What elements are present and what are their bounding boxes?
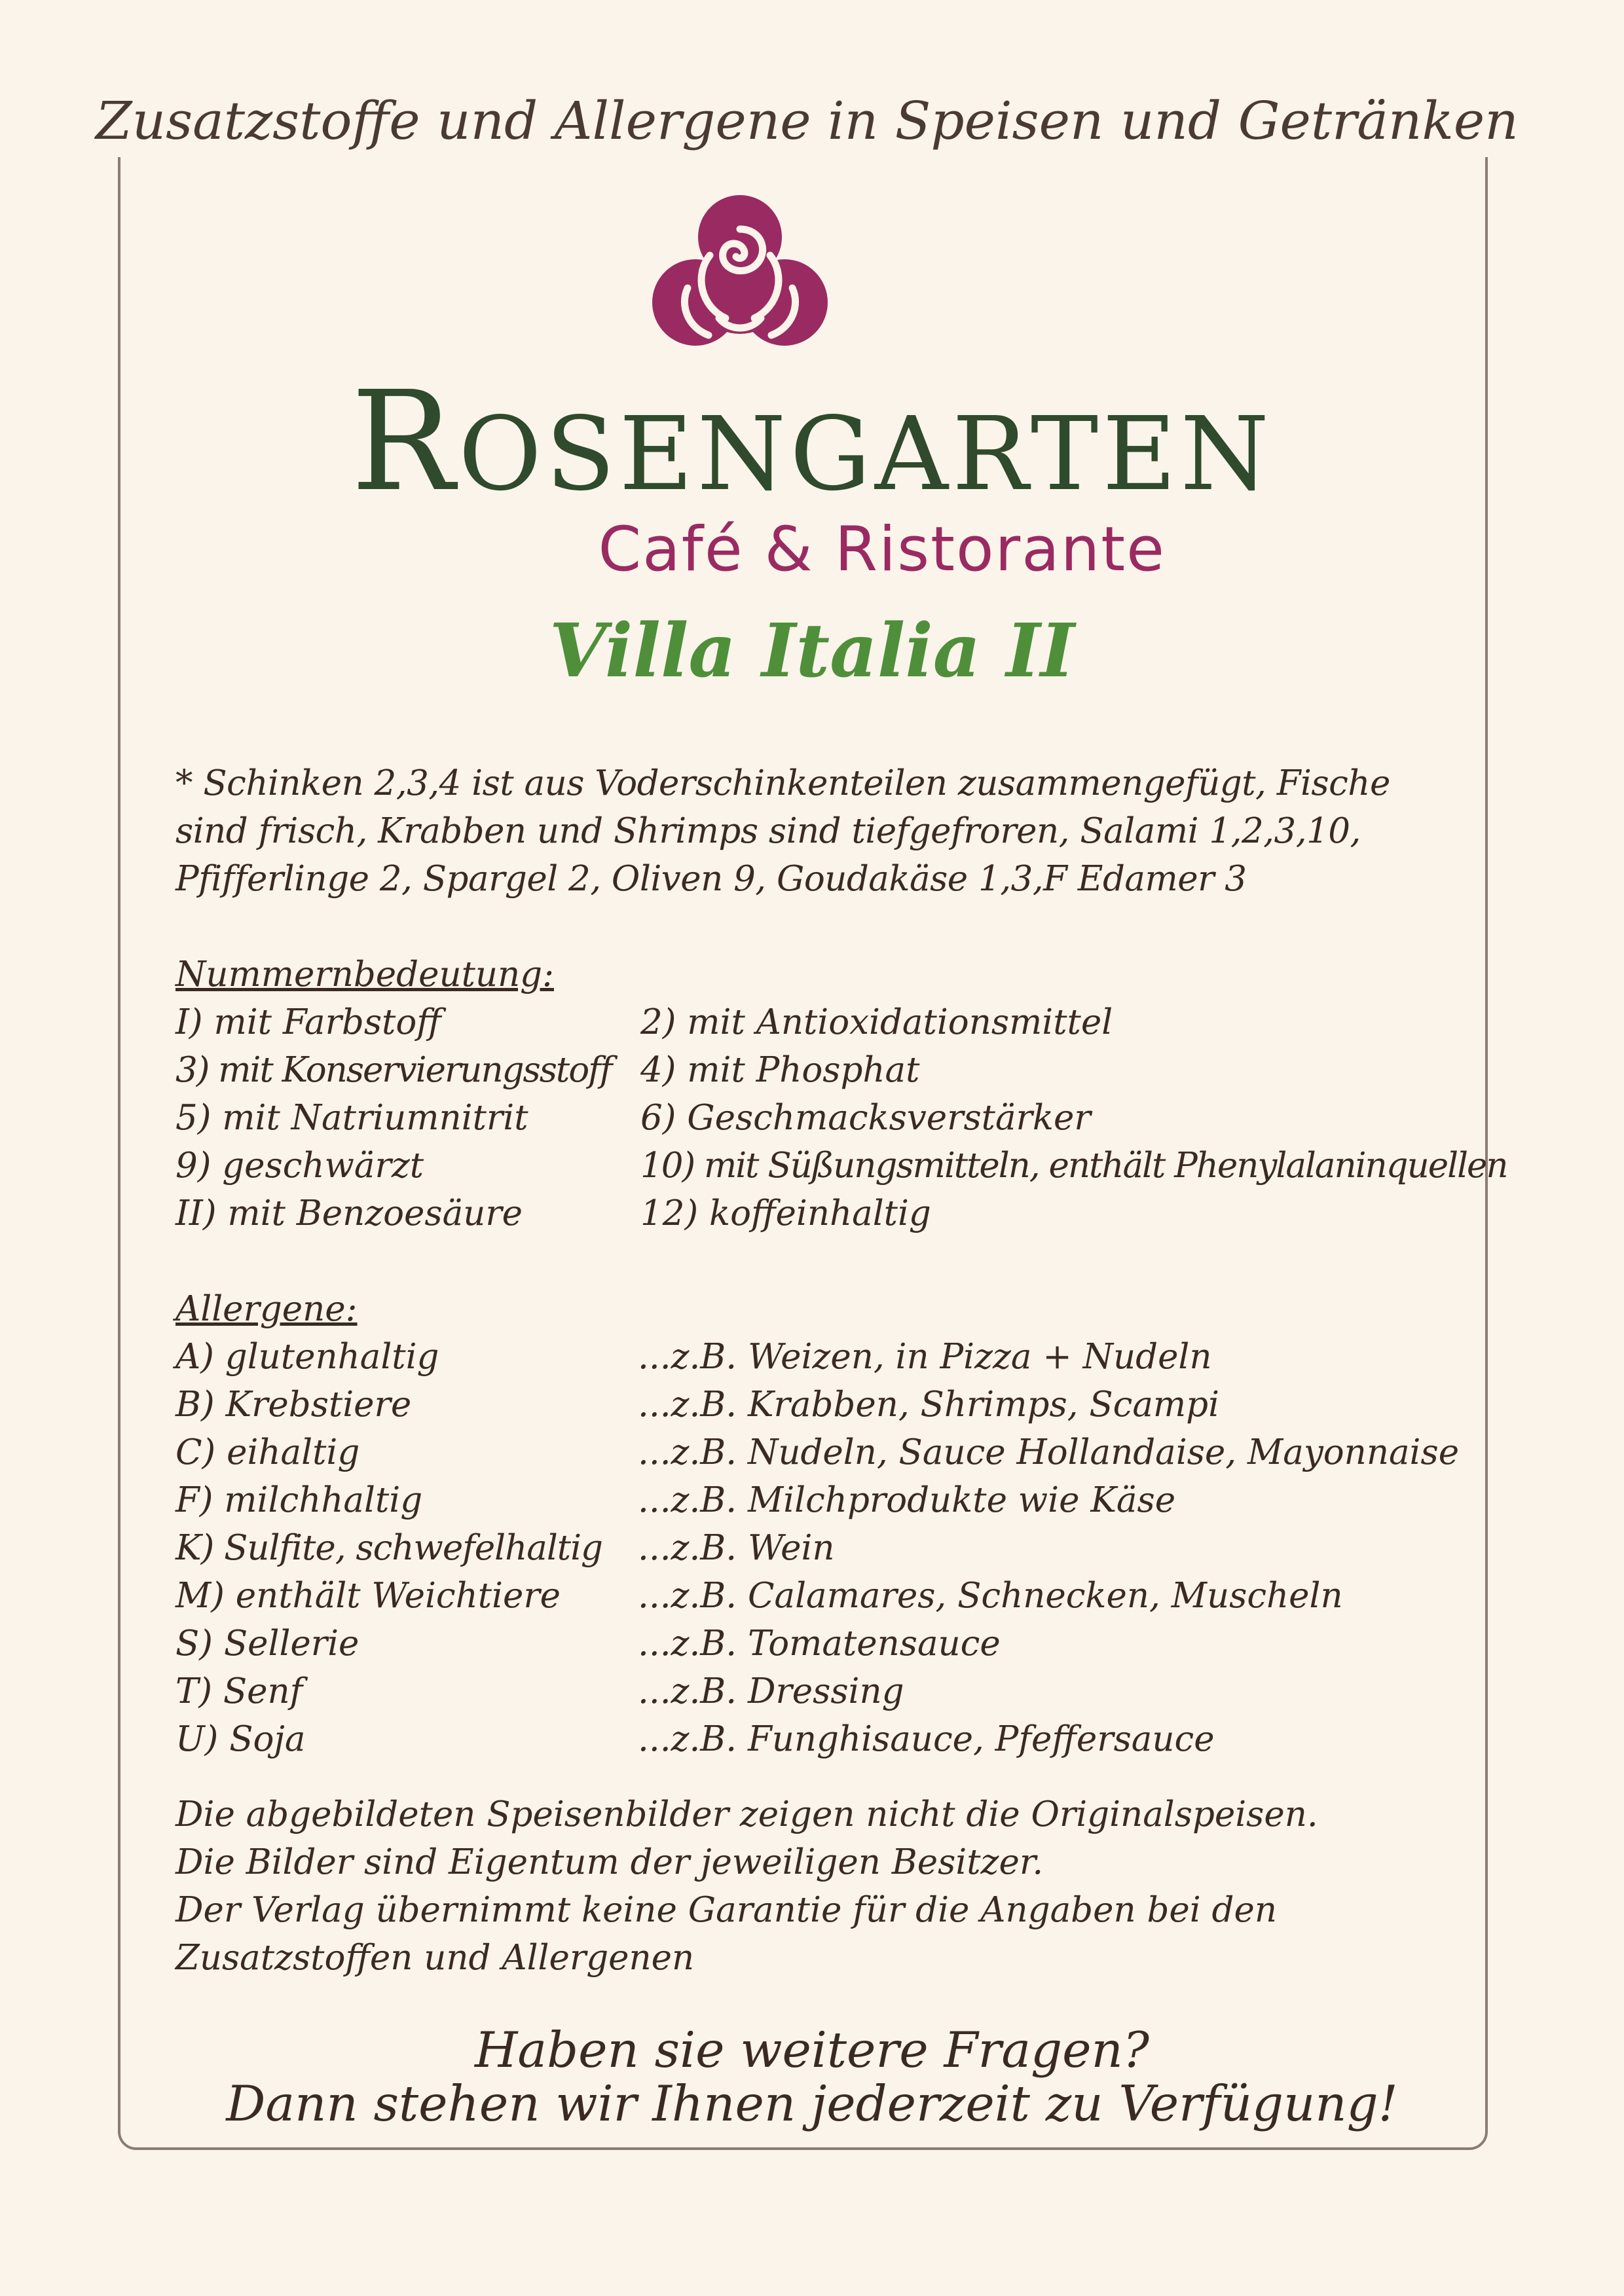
closing-line: Haben sie weitere Fragen? xyxy=(474,2021,1150,2079)
allergens-list xyxy=(175,1333,1459,1763)
numbers-title: Nummernbedeutung: xyxy=(175,955,554,994)
number-code: 5) mit Natriumnitrit xyxy=(175,1098,528,1138)
number-code: 12) koffeinhaltig xyxy=(640,1194,931,1233)
disclaimer-line: Zusatzstoffen und Allergenen xyxy=(175,1938,695,1978)
allergen-example: ...z.B. Tomatensauce xyxy=(638,1624,1001,1664)
allergen-code: T) Senf xyxy=(175,1671,303,1711)
brand-initial: R xyxy=(350,361,459,522)
list-item xyxy=(175,1715,1459,1763)
list-item xyxy=(175,1046,1459,1094)
allergen-example: ...z.B. Wein xyxy=(638,1528,835,1568)
number-code: 2) mit Antioxidationsmittel xyxy=(640,1002,1113,1042)
disclaimer-line: Die abgebildeten Speisenbilder zeigen nicht die Originalspeisen. xyxy=(175,1795,1318,1834)
allergens-title: Allergene: xyxy=(175,1289,358,1329)
allergen-example: ...z.B. Nudeln, Sauce Hollandaise, Mayonnaise xyxy=(638,1432,1460,1472)
list-item xyxy=(175,1190,1459,1237)
allergen-example: ...z.B. Krabben, Shrimps, Scampi xyxy=(638,1385,1220,1425)
list-item xyxy=(175,1094,1459,1142)
brand-rest: OSENGARTEN xyxy=(458,395,1274,513)
list-item xyxy=(175,1142,1507,1190)
disclaimer-line: Die Bilder sind Eigentum der jeweiligen Besitzer. xyxy=(175,1842,1044,1882)
brand-location: Villa Italia II xyxy=(549,608,1075,694)
allergen-code: U) Soja xyxy=(175,1719,306,1759)
allergen-code: S) Sellerie xyxy=(175,1624,360,1664)
page-title: Zusatzstoffe und Allergene in Speisen und Getränken xyxy=(92,85,1538,157)
allergen-code: F) milchhaltig xyxy=(175,1480,423,1520)
allergen-example: ...z.B. Dressing xyxy=(638,1671,904,1711)
disclaimer-line: Der Verlag übernimmt keine Garantie für die Angaben bei den xyxy=(175,1890,1277,1930)
number-code: 3) mit Konservierungsstoff xyxy=(175,1050,612,1090)
number-code: II) mit Benzoesäure xyxy=(175,1194,523,1233)
allergen-example: ...z.B. Calamares, Schnecken, Muscheln xyxy=(638,1576,1343,1616)
brand-subtitle: Café & Ristorante xyxy=(598,514,1166,585)
list-item xyxy=(175,1620,1459,1667)
number-code: 4) mit Phosphat xyxy=(640,1050,920,1090)
list-item xyxy=(175,1429,1459,1476)
list-item xyxy=(175,1524,1459,1572)
list-item xyxy=(175,998,1459,1046)
number-code: 6) Geschmacksverstärker xyxy=(640,1098,1091,1138)
list-item xyxy=(175,1381,1459,1429)
list-item xyxy=(175,1333,1459,1381)
number-code: 9) geschwärzt xyxy=(175,1146,424,1186)
allergen-example: ...z.B. Weizen, in Pizza + Nudeln xyxy=(638,1337,1212,1377)
brand-name xyxy=(0,361,1624,522)
intro-text: * Schinken 2,3,4 ist aus Voderschinkenteilen zusammengefügt, Fische sind frisch, Krabben und Shrimps sind tiefgefroren, Salami 1,2,3,10, Pfifferlinge 2, Spargel 2, Oliven 9, Goudakäse 1,3,F Edamer 3 xyxy=(175,763,1390,899)
rose-icon xyxy=(648,190,832,360)
allergen-code: A) glutenhaltig xyxy=(175,1337,439,1377)
allergen-example: ...z.B. Funghisauce, Pfeffersauce xyxy=(638,1719,1215,1759)
disclaimer xyxy=(175,1791,1459,1982)
allergen-code: C) eihaltig xyxy=(175,1432,360,1472)
closing-message xyxy=(0,2023,1624,2130)
allergen-code: B) Krebstiere xyxy=(175,1385,412,1425)
allergen-code: K) Sulfite, schwefelhaltig xyxy=(175,1528,602,1568)
list-item xyxy=(175,1476,1459,1524)
number-code: I) mit Farbstoff xyxy=(175,1002,441,1042)
allergen-example: ...z.B. Milchprodukte wie Käse xyxy=(638,1480,1176,1520)
closing-line: Dann stehen wir Ihnen jederzeit zu Verfügung! xyxy=(226,2075,1398,2132)
allergen-code: M) enthält Weichtiere xyxy=(175,1576,561,1616)
numbers-list xyxy=(175,998,1507,1237)
content xyxy=(175,759,1507,1982)
list-item xyxy=(175,1667,1459,1715)
list-item xyxy=(175,1572,1459,1620)
number-code: 10) mit Süßungsmitteln, enthält Phenylalaninquellen xyxy=(640,1146,1507,1186)
